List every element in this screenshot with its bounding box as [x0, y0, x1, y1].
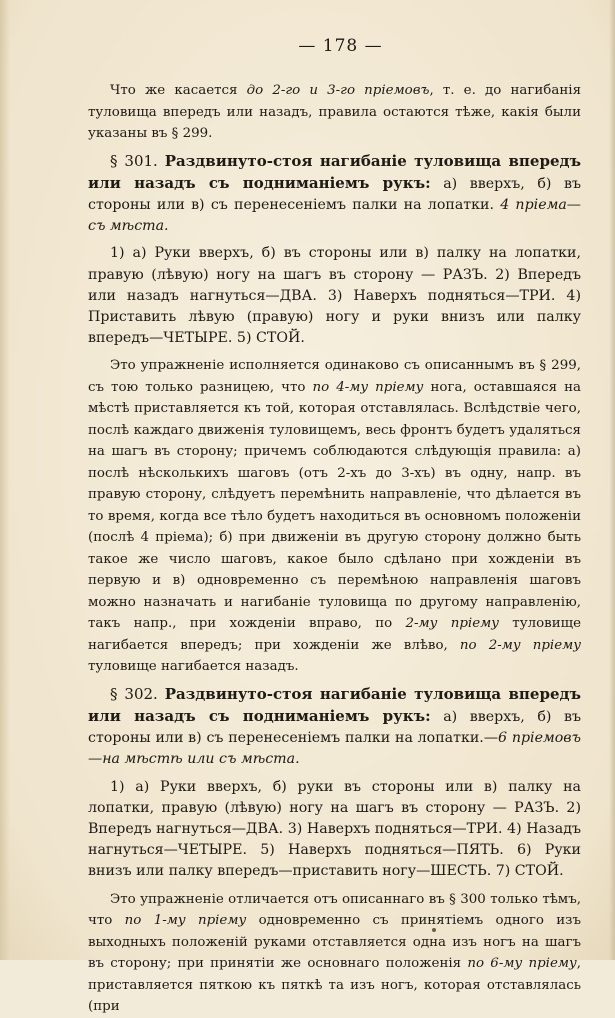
note-301-italic-1: по 4-му пріему [312, 379, 424, 395]
note-301-text-4: туловище нагибается назадъ. [88, 659, 299, 675]
section-302-italic: 6 пріемовъ—на мѣстѣ или съ мѣста. [88, 730, 581, 768]
intro-text-2: , т. е. до нагибанія туловища впередъ или назадъ, правила остаются тѣже, какія были указаны въ § 299. [88, 83, 582, 141]
section-301-text: а) вверхъ, б) въ стороны или в) съ перенесеніемъ палки на лопатки. [88, 175, 581, 213]
note-301-italic-3: по 2-му пріему [459, 637, 582, 653]
section-301-italic: 4 пріема—съ мѣста. [88, 196, 581, 235]
section-302-commands: 1) а) Руки вверхъ, б) руки въ стороны или в) палку на лопатки, правую (лѣвую) ногу на шагъ въ сторону — РАЗЪ. 2) Впередъ нагнуться—ДВА. 3) Наверхъ подняться—ТРИ. 4) Назадъ нагнуться—ЧЕТЫРЕ. 5) Наверхъ подняться—ПЯТЬ. 6) Руки внизъ или палку впередъ—приставить ногу—ШЕСТЬ. 7) СТОЙ. [88, 778, 581, 880]
section-301-title: Раздвинуто-стоя нагибаніе туловища впередъ или назадъ съ подниманіемъ рукъ: [88, 151, 581, 192]
note-301-text-1: Это упражненіе исполняется одинаково съ описаннымъ въ § 299, съ тою только разницею, что [88, 358, 581, 395]
note-301-italic-2: 2-му пріему [405, 616, 499, 632]
note-301-text-3: туловище нагибается впередъ; при хожденіи же влѣво, [88, 616, 581, 653]
intro-text-1: Что же касается [110, 83, 247, 98]
section-302-title: Раздвинуто-стоя нагибаніе туловища впередъ или назадъ съ подниманіемъ рукъ: [88, 684, 581, 726]
section-302-note [88, 889, 581, 1018]
section-302-text: а) вверхъ, б) въ стороны или в) съ перенесеніемъ палки на лопатки.— [88, 709, 581, 747]
note-302-italic-1: по 1-му пріему [124, 913, 247, 929]
note-302-text-1: Это упражненіе отличается отъ описаннаго въ § 300 только тѣмъ, что [88, 891, 581, 929]
section-302-heading [88, 684, 581, 771]
ink-speck [432, 928, 436, 932]
note-302-italic-2: по 6-му пріему [467, 956, 577, 972]
section-301-commands: 1) а) Руки вверхъ, б) въ стороны или в) палку на лопатки, правую (лѣвую) ногу на шагъ въ сторону — РАЗЪ. 2) Впередъ или назадъ нагнуться—ДВА. 3) Наверхъ подняться—ТРИ. 4) Приставить лѣвую (правую) ногу и руки внизъ или палку впередъ—ЧЕТЫРЕ. 5) СТОЙ. [88, 245, 581, 347]
section-301-note [88, 355, 581, 678]
note-301-text-2: нога, оставшаяся на мѣстѣ приставляется къ той, которая отставлялась. Вслѣдствіе чего, послѣ каждаго движенія туловищемъ, весь фронтъ будетъ удаляться на шагъ въ сторону; причемъ соблюдаются слѣдующія правила: а) послѣ нѣсколькихъ шаговъ (отъ 2-хъ до 3-хъ) въ одну, напр. въ правую сторону, слѣдуетъ перемѣнить направленіе, что дѣлается въ то время, когда все тѣло будетъ находиться въ основномъ положеніи (послѣ 4 пріема); б) при движеніи въ другую сторону должно быть такое же число шаговъ, какое было сдѣлано при хожденіи въ первую и в) одновременно съ перемѣною направленія шаговъ можно назначать и нагибаніе туловища по другому направленію, такъ напр., при хожденіи вправо, по [88, 379, 581, 632]
page-edge-shadow [609, 0, 615, 960]
page-number: — 178 — [298, 36, 383, 56]
note-302-text-3: , приставляется пяткою къ пяткѣ та изъ ногъ, которая отставлялась (при [88, 956, 582, 1015]
paragraph-intro [88, 80, 581, 145]
section-301-number: § 301. [110, 151, 165, 170]
intro-italic: до 2-го и 3-го пріемовъ [246, 83, 430, 98]
section-302-number: § 302. [110, 684, 165, 703]
note-302-text-2: одновременно съ принятіемъ одного изъ выходныхъ положеній руками отставляется одна изъ ногъ на шагъ въ сторону; при принятіи же основнаго положенія [88, 913, 581, 972]
section-301-heading [88, 151, 581, 238]
page-gutter-shadow [0, 0, 10, 960]
